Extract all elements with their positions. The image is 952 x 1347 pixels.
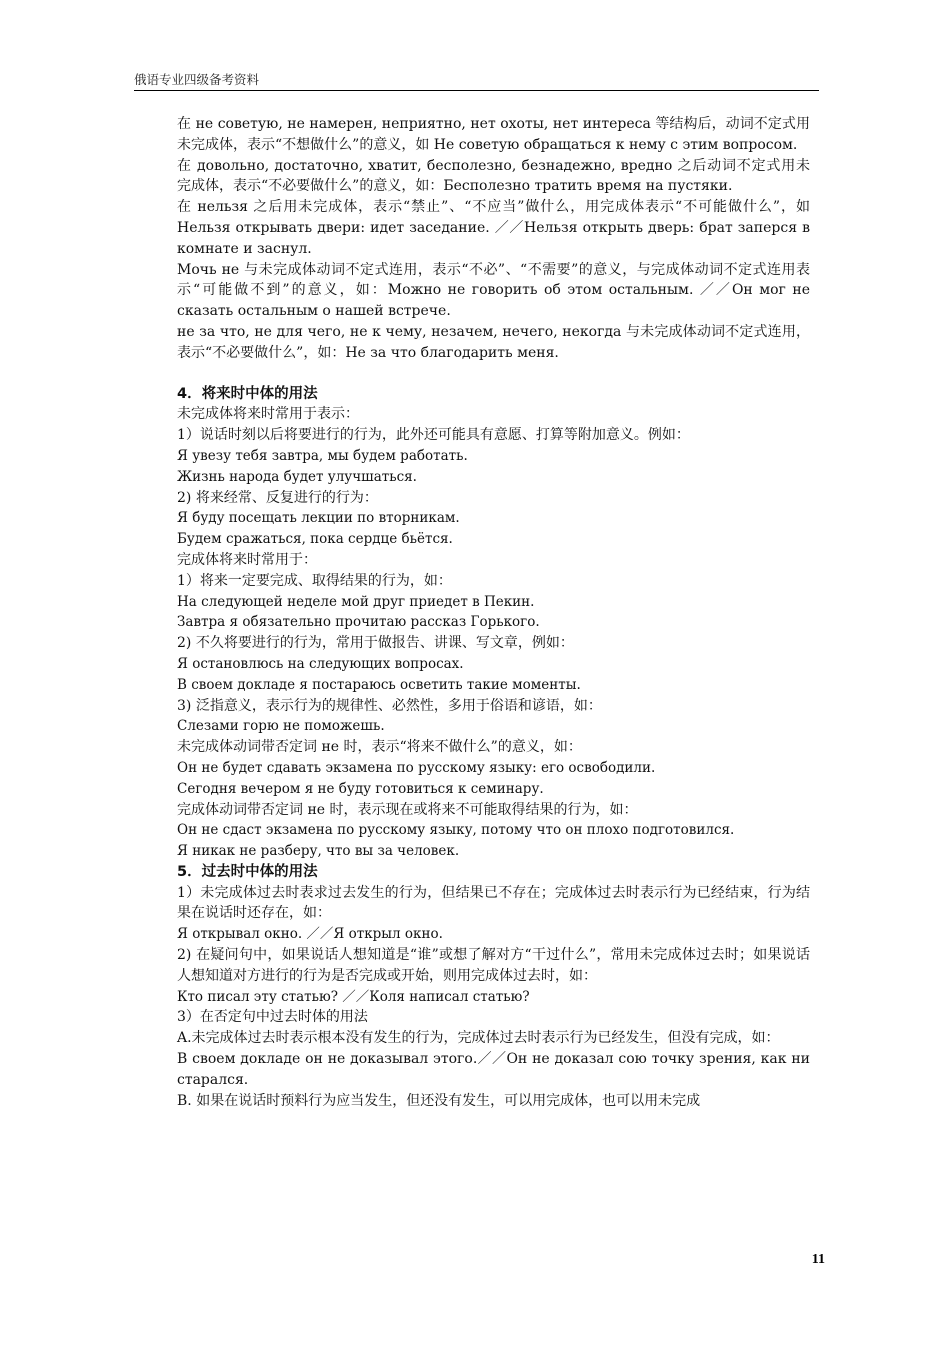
example-sentence: В своем докладе я постараюсь осветить такие моменты. — [177, 676, 581, 693]
page-content — [177, 114, 810, 1111]
body-paragraph: A.未完成体过去时表示根本没有发生的行为，完成体过去时表示行为已经发生，但没有完成，如： — [177, 1030, 780, 1047]
body-paragraph: 3) 泛指意义，表示行为的规律性、必然性，多用于俗语和谚语，如： — [177, 697, 602, 714]
body-paragraph: 在 нельзя 之后用未完成体，表示“禁止”、“不应当”做什么，用完成体表示“不可能做什么”，如 Нельзя открывать двери: идет заседание. ／／Нельзя открыть дверь: брат заперся в комнате и заснул. — [177, 199, 810, 257]
body-paragraph: 1）未完成体过去时表求过去发生的行为，但结果已不存在；完成体过去时表示行为已经结束，行为结果在说话时还存在，如： — [177, 884, 810, 922]
example-sentence: Я остановлюсь на следующих вопросах. — [177, 655, 464, 672]
example-sentence: Он не будет сдавать экзамена по русскому языку: его освободили. — [177, 759, 656, 776]
body-paragraph: 1）将来一定要完成、取得结果的行为，如： — [177, 572, 452, 589]
example-sentence: Завтра я обязательно прочитаю рассказ Горького. — [177, 614, 540, 631]
section-heading: 4．将来时中体的用法 — [177, 385, 318, 402]
body-paragraph: 在 не советую, не намерен, неприятно, нет охоты, нет интереса 等结构后，动词不定式用未完成体，表示“不想做什么”的意义，如 Не советую обращаться к нему с этим вопросом. — [177, 116, 810, 153]
body-paragraph: 完成体将来时常用于： — [177, 551, 317, 568]
section-spacer — [177, 364, 810, 384]
page-number: 11 — [811, 1252, 825, 1267]
body-paragraph: 2) 不久将要进行的行为，常用于做报告、讲课、写文章，例如： — [177, 635, 574, 652]
body-paragraph: 在 довольно, достаточно, хватит, бесполезно, безнадежно, вредно 之后动词不定式用未完成体，表示“不必要做什么”的意义，如：Бесполезно тратить время на пустяки. — [177, 157, 810, 195]
body-paragraph: 完成体动词带否定词 не 时，表示现在或将来不可能取得结果的行为，如： — [177, 801, 638, 818]
example-sentence: Жизнь народа будет улучшаться. — [177, 468, 417, 485]
body-paragraph: 未完成体将来时常用于表示： — [177, 406, 359, 423]
body-paragraph: 3）在否定句中过去时体的用法 — [177, 1009, 368, 1026]
body-paragraph: 未完成体动词带否定词 не 时，表示“将来不做什么”的意义，如： — [177, 739, 582, 756]
running-header: 俄语专业四级备考资料 — [134, 72, 260, 87]
body-paragraph: не за что, не для чего, не к чему, незачем, нечего, некогда 与未完成体动词不定式连用，表示“不必要做什么”，如：Не за что благодарить меня. — [177, 323, 810, 361]
example-sentence: Кто писал эту статью? ／／Коля написал статью? — [177, 988, 530, 1005]
body-paragraph: В своем докладе он не доказывал этого.／／Он не доказал сою точку зрения, как ни старался. — [177, 1051, 810, 1088]
header-rule — [134, 90, 819, 91]
body-paragraph: Мочь не 与未完成体动词不定式连用，表示“不必”、“不需要”的意义，与完成体动词不定式连用表示“可能做不到”的意义，如：Можно не говорить об этом остальным. ／／Он мог не сказать остальным о нашей встрече. — [177, 261, 810, 320]
example-sentence: Я открывал окно. ／／Я открыл окно. — [177, 926, 443, 943]
example-sentence: Я никак не разберу, что вы за человек. — [177, 843, 460, 860]
example-sentence: Он не сдаст экзамена по русскому языку, потому что он плохо подготовился. — [177, 822, 735, 839]
example-sentence: Я увезу тебя завтра, мы будем работать. — [177, 447, 468, 464]
body-paragraph: B. 如果在说话时预料行为应当发生，但还没有发生，可以用完成体，也可以用未完成 — [177, 1092, 701, 1109]
body-paragraph: 2) 在疑问句中，如果说话人想知道是“谁”或想了解对方“干过什么”，常用未完成体过去时；如果说话人想知道对方进行的行为是否完成或开始，则用完成体过去时，如： — [177, 947, 810, 984]
example-sentence: Я буду посещать лекции по вторникам. — [177, 510, 460, 527]
body-paragraph: 2) 将来经常、反复进行的行为： — [177, 489, 378, 506]
example-sentence: Сегодня вечером я не буду готовиться к семинару. — [177, 780, 544, 797]
example-sentence: Будем сражаться, пока сердце бьётся. — [177, 531, 453, 548]
section-heading: 5．过去时中体的用法 — [177, 863, 318, 880]
example-sentence: Слезами горю не поможешь. — [177, 718, 385, 735]
body-paragraph: 1）说话时刻以后将要进行的行为，此外还可能具有意愿、打算等附加意义。例如： — [177, 427, 690, 444]
example-sentence: На следующей неделе мой друг приедет в Пекин. — [177, 593, 535, 610]
